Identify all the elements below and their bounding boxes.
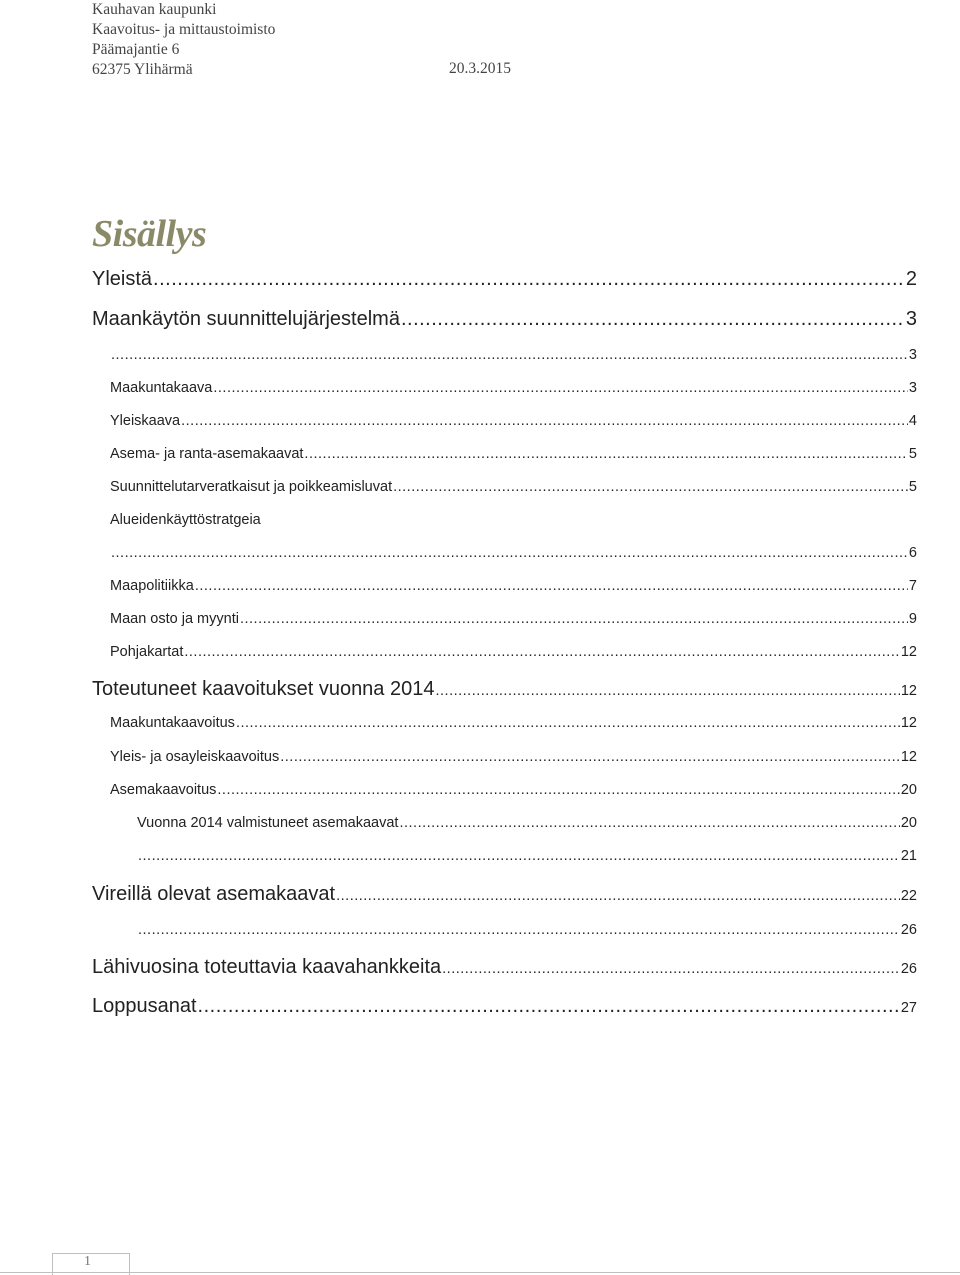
toc-entry[interactable]: [92, 883, 917, 906]
toc-entry[interactable]: [110, 749, 917, 765]
toc-entry-page: 2: [905, 268, 917, 290]
toc-entry[interactable]: [110, 545, 917, 561]
toc-entry-text: Loppusanat: [92, 995, 197, 1017]
toc-entry-text: Yleiskaava: [110, 413, 181, 429]
toc-entry-page: 12: [900, 749, 917, 765]
toc-entry-text: Asemakaavoitus: [110, 782, 217, 798]
toc-entry-text: Maankäytön suunnittelujärjestelmä: [92, 308, 400, 330]
header-street: Päämajantie 6: [92, 41, 180, 58]
toc-entry-page: 7: [908, 578, 917, 594]
toc-entry-page: 27: [900, 1000, 917, 1016]
header-date: 20.3.2015: [449, 60, 511, 77]
toc-entry[interactable]: [110, 347, 917, 363]
footer-rule: [0, 1272, 960, 1273]
toc-entry[interactable]: [137, 922, 917, 938]
toc-leader: [213, 380, 908, 396]
toc-entry[interactable]: [110, 611, 917, 627]
toc-leader: [304, 446, 908, 462]
toc-leader: [184, 644, 900, 660]
toc-entry-page: 5: [908, 446, 917, 462]
toc-entry-text: Lähivuosina toteuttavia kaavahankkeita: [92, 956, 442, 978]
toc-entry-text: Asema- ja ranta-asemakaavat: [110, 446, 304, 462]
toc-entry[interactable]: [110, 782, 917, 798]
toc-entry-text: Maakuntakaavoitus: [110, 715, 235, 731]
toc-entry[interactable]: [137, 815, 917, 831]
toc-leader: [138, 848, 900, 864]
toc-entry-heading[interactable]: [110, 512, 917, 528]
toc-entry[interactable]: [110, 578, 917, 594]
toc-entry[interactable]: [110, 446, 917, 462]
header-org: Kauhavan kaupunki: [92, 1, 217, 18]
toc-entry[interactable]: [110, 644, 917, 660]
toc-entry-text: Maan osto ja myynti: [110, 611, 239, 627]
toc-entry-page: 12: [900, 715, 917, 731]
toc-entry-text: Suunnittelutarveratkaisut ja poikkeamisluvat: [110, 479, 393, 495]
toc-title: Sisällys: [92, 213, 207, 255]
toc-entry-text: Maapolitiikka: [110, 578, 194, 594]
toc-entry-page: 9: [908, 611, 917, 627]
toc-entry[interactable]: [137, 848, 917, 864]
toc-entry-page: 12: [900, 683, 917, 699]
toc-entry-page: 3: [908, 380, 917, 396]
toc-entry-page: 3: [905, 308, 917, 330]
toc-leader: [393, 479, 908, 495]
toc-entry-page: 20: [900, 782, 917, 798]
toc-entry[interactable]: [92, 995, 917, 1018]
toc-leader: [435, 683, 899, 699]
toc-entry-page: 21: [900, 848, 917, 864]
toc-entry[interactable]: [92, 268, 917, 291]
toc-entry-page: 26: [900, 961, 917, 977]
toc-entry-text: Vuonna 2014 valmistuneet asemakaavat: [137, 815, 399, 831]
toc-leader: [181, 413, 908, 429]
toc-leader: [236, 715, 900, 731]
toc-entry-page: 3: [908, 347, 917, 363]
toc-leader: [111, 347, 908, 363]
toc-leader: [138, 922, 900, 938]
toc-leader: [399, 815, 899, 831]
toc-entry-page: 12: [900, 644, 917, 660]
toc-entry-page: 6: [908, 545, 917, 561]
toc-entry-text: Maakuntakaava: [110, 380, 213, 396]
toc-leader: [336, 888, 900, 904]
toc-leader: [240, 611, 908, 627]
toc-entry-text: Yleis- ja osayleiskaavoitus: [110, 749, 280, 765]
toc-entry-text: Toteutuneet kaavoitukset vuonna 2014: [92, 678, 435, 700]
header-department: Kaavoitus- ja mittaustoimisto: [92, 21, 276, 38]
toc-entry[interactable]: [110, 413, 917, 429]
toc-entry-text: Pohjakartat: [110, 644, 184, 660]
header-postal: 62375 Ylihärmä: [92, 61, 193, 78]
toc-leader: [280, 749, 900, 765]
toc-entry[interactable]: [92, 678, 917, 701]
toc-leader: [195, 578, 908, 594]
toc-entry[interactable]: [92, 956, 917, 979]
toc-entry-page: 26: [900, 922, 917, 938]
toc-entry-page: 20: [900, 815, 917, 831]
toc-leader: [442, 961, 900, 977]
toc-entry[interactable]: [110, 479, 917, 495]
page-number-box: [52, 1253, 130, 1275]
page-number: 1: [84, 1254, 91, 1269]
toc-entry-text: Vireillä olevat asemakaavat: [92, 883, 336, 905]
toc-entry[interactable]: [92, 308, 917, 331]
toc-entry[interactable]: [110, 715, 917, 731]
toc-entry-page: 4: [908, 413, 917, 429]
toc-leader: [198, 995, 900, 1018]
toc-entry-text: Yleistä: [92, 268, 153, 290]
toc-leader: [217, 782, 899, 798]
toc-entry-text: Alueidenkäyttöstratgeia: [110, 512, 261, 528]
toc-leader: [153, 268, 905, 291]
toc-entry-page: 22: [900, 888, 917, 904]
toc-leader: [111, 545, 908, 561]
toc-leader: [401, 308, 905, 331]
toc-entry[interactable]: [110, 380, 917, 396]
toc-entry-page: 5: [908, 479, 917, 495]
